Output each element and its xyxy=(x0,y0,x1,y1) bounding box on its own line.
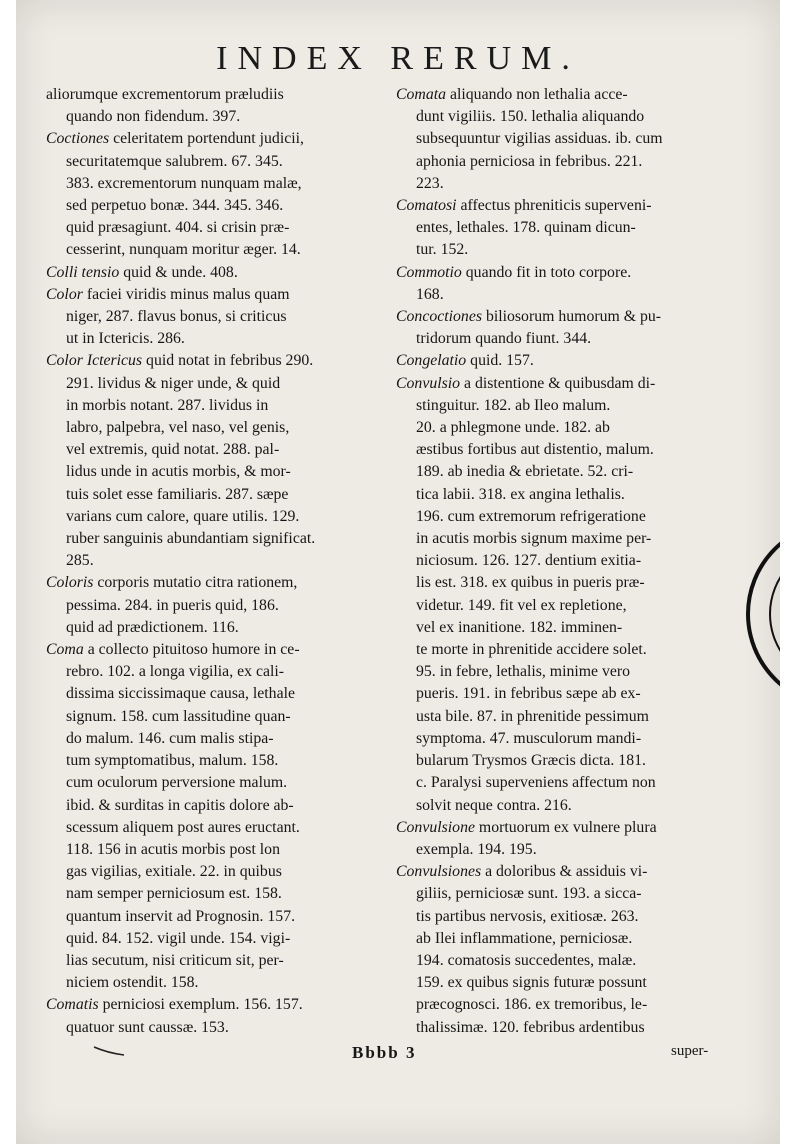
index-keyword: Convulsio xyxy=(396,374,461,392)
page-header: INDEX RERUM. xyxy=(216,40,580,77)
index-entry-text: quid præsagiunt. 404. si crisin præ- xyxy=(66,219,290,237)
index-entry-continuation xyxy=(46,661,386,683)
index-entry-line xyxy=(396,306,736,328)
index-entry-text: lias secutum, nisi criticum sit, per- xyxy=(66,951,284,969)
index-entry-text: securitatemque salubrem. 67. 345. xyxy=(66,152,283,170)
index-entry-continuation xyxy=(46,151,386,173)
index-entry-text: rebro. 102. a longa vigilia, ex cali- xyxy=(66,663,285,681)
index-entry-text: sed perpetuo bonæ. 344. 345. 346. xyxy=(66,197,284,215)
index-entry-continuation xyxy=(396,972,736,994)
index-entry-text: exempla. 194. 195. xyxy=(416,840,537,858)
index-entry-continuation xyxy=(46,683,386,705)
index-entry-text: æstibus fortibus aut distentio, malum. xyxy=(416,441,654,459)
index-entry-text: ut in Ictericis. 286. xyxy=(66,330,185,348)
index-entry-continuation xyxy=(396,839,736,861)
index-entry-continuation xyxy=(396,239,736,261)
index-entry-text: lis est. 318. ex quibus in pueris præ- xyxy=(416,574,645,592)
index-entry-continuation xyxy=(396,750,736,772)
index-entry-text: 383. excrementorum nunquam malæ, xyxy=(66,174,302,192)
index-entry-text: lidus unde in acutis morbis, & mor- xyxy=(66,463,291,481)
index-entry-continuation xyxy=(46,106,386,128)
index-entry-continuation xyxy=(396,706,736,728)
index-keyword: Convulsiones xyxy=(396,863,482,881)
index-entry-continuation xyxy=(396,639,736,661)
index-keyword: Coloris xyxy=(46,574,94,592)
index-entry-text: niciem ostendit. 158. xyxy=(66,974,199,992)
index-entry-line xyxy=(46,572,386,594)
signature-mark: Bbbb 3 xyxy=(352,1043,417,1062)
index-entry-continuation xyxy=(396,461,736,483)
index-entry-line xyxy=(46,639,386,661)
index-entry-text: entes, lethales. 178. quinam dicun- xyxy=(416,219,636,237)
index-entry-continuation xyxy=(396,417,736,439)
index-entry-continuation xyxy=(396,617,736,639)
index-entry-continuation xyxy=(46,484,386,506)
index-entry-continuation xyxy=(46,217,386,239)
index-entry-text: 223. xyxy=(416,174,444,192)
index-entry-continuation xyxy=(396,173,736,195)
index-entry-text: 159. ex quibus signis futuræ possunt xyxy=(416,974,647,992)
index-entry-text: in morbis notant. 287. lividus in xyxy=(66,396,269,414)
index-entry-text: ibid. & surditas in capitis dolore ab- xyxy=(66,796,294,814)
index-entry-text: ruber sanguinis abundantiam significat. xyxy=(66,530,316,548)
index-entry-continuation xyxy=(396,883,736,905)
index-entry-line xyxy=(396,861,736,883)
index-entry-text: faciei viridis minus malus quam xyxy=(82,285,290,303)
index-entry-continuation xyxy=(46,373,386,395)
catchword: super- xyxy=(671,1043,709,1059)
index-entry-continuation xyxy=(396,683,736,705)
index-entry-line xyxy=(396,195,736,217)
index-entry-continuation xyxy=(396,928,736,950)
index-entry-continuation xyxy=(396,906,736,928)
index-entry-continuation xyxy=(46,550,386,572)
index-entry-text: quantum inservit ad Prognosin. 157. xyxy=(66,907,296,925)
index-entry-text: quid ad prædictionem. 116. xyxy=(66,618,239,636)
index-entry-continuation xyxy=(46,706,386,728)
index-entry-continuation xyxy=(46,439,386,461)
index-entry-text: tica labii. 318. ex angina lethalis. xyxy=(416,485,625,503)
index-entry-continuation xyxy=(46,972,386,994)
book-page xyxy=(16,0,780,1144)
index-entry-continuation xyxy=(46,195,386,217)
index-entry-line xyxy=(46,284,386,306)
index-entry-text: corporis mutatio citra rationem, xyxy=(93,574,298,592)
index-entry-continuation xyxy=(396,328,736,350)
index-entry-text: tis partibus nervosis, exitiosæ. 263. xyxy=(416,907,639,925)
index-entry-text: dissima siccissimaque causa, lethale xyxy=(66,685,295,703)
index-entry-text: affectus phreniticis superveni- xyxy=(456,197,652,215)
index-entry-continuation xyxy=(46,750,386,772)
index-entry-text: celeritatem portendunt judicii, xyxy=(109,130,304,148)
index-entry-text: in acutis morbis signum maxime per- xyxy=(416,530,652,548)
index-entry-text: præcognosci. 186. ex tremoribus, le- xyxy=(416,996,648,1014)
index-entry-continuation xyxy=(46,906,386,928)
index-entry-text: subsequuntur vigilias assiduas. ib. cum xyxy=(416,130,663,148)
index-entry-continuation xyxy=(46,617,386,639)
index-entry-continuation xyxy=(46,528,386,550)
index-entry-text: cum oculorum perversione malum. xyxy=(66,774,288,792)
index-entry-text: mortuorum ex vulnere plura xyxy=(474,818,657,836)
index-entry-line xyxy=(46,84,386,106)
index-entry-text: signum. 158. cum lassitudine quan- xyxy=(66,707,291,725)
index-entry-text: c. Paralysi superveniens affectum non xyxy=(416,774,656,792)
index-entry-continuation xyxy=(46,861,386,883)
index-entry-line xyxy=(46,350,386,372)
index-entry-text: quid & unde. 408. xyxy=(119,263,238,281)
index-entry-continuation xyxy=(46,595,386,617)
index-entry-text: pueris. 191. in febribus sæpe ab ex- xyxy=(416,685,641,703)
index-entry-continuation xyxy=(396,217,736,239)
index-entry-line xyxy=(396,373,736,395)
index-keyword: Comatosi xyxy=(396,197,457,215)
index-entry-line xyxy=(396,817,736,839)
footer-dash-mark xyxy=(92,1043,126,1057)
index-entry-text: tur. 152. xyxy=(416,241,469,259)
index-keyword: Color Ictericus xyxy=(46,352,143,370)
index-entry-text: 196. cum extremorum refrigeratione xyxy=(416,507,646,525)
index-entry-text: do malum. 146. cum malis stipa- xyxy=(66,729,274,747)
index-entry-continuation xyxy=(396,484,736,506)
index-entry-continuation xyxy=(396,506,736,528)
index-keyword: Commotio xyxy=(396,263,462,281)
index-entry-text: giliis, perniciosæ sunt. 193. a sicca- xyxy=(416,885,642,903)
index-entry-text: solvit neque contra. 216. xyxy=(416,796,572,814)
index-entry-text: 168. xyxy=(416,285,444,303)
index-keyword: Concoctiones xyxy=(396,308,482,326)
index-entry-text: aliquando non lethalia acce- xyxy=(446,86,628,103)
index-entry-text: 118. 156 in acutis morbis post lon xyxy=(66,840,280,858)
index-keyword: Colli tensio xyxy=(46,263,120,281)
index-entry-continuation xyxy=(396,128,736,150)
index-entry-text: te morte in phrenitide accidere solet. xyxy=(416,641,647,659)
index-entry-text: quando non fidendum. 397. xyxy=(66,108,241,126)
index-entry-text: varians cum calore, quare utilis. 129. xyxy=(66,507,300,525)
index-entry-continuation xyxy=(46,173,386,195)
index-entry-continuation xyxy=(46,817,386,839)
index-entry-text: nam semper perniciosum est. 158. xyxy=(66,885,282,903)
index-entry-continuation xyxy=(46,395,386,417)
index-entry-text: biliosorum humorum & pu- xyxy=(482,308,662,326)
index-entry-line xyxy=(46,994,386,1016)
index-entry-continuation xyxy=(396,395,736,417)
index-keyword: Coma xyxy=(46,641,84,659)
index-entry-text: ab Ilei inflammatione, perniciosæ. xyxy=(416,929,633,947)
index-entry-text: quatuor sunt caussæ. 153. xyxy=(66,1018,229,1036)
index-entry-text: a doloribus & assiduis vi- xyxy=(481,863,648,881)
left-column xyxy=(46,84,386,1039)
index-keyword: Comata xyxy=(396,86,447,103)
index-entry-text: perniciosi exemplum. 156. 157. xyxy=(98,996,303,1014)
index-entry-text: vel ex inanitione. 182. imminen- xyxy=(416,618,623,636)
index-entry-text: scessum aliquem post aures eructant. xyxy=(66,818,300,836)
index-entry-continuation xyxy=(396,772,736,794)
index-entry-text: gas vigilias, exitiale. 22. in quibus xyxy=(66,863,282,881)
index-entry-continuation xyxy=(396,284,736,306)
index-keyword: Convulsione xyxy=(396,818,475,836)
index-entry-text: dunt vigiliis. 150. lethalia aliquando xyxy=(416,108,645,126)
index-entry-continuation xyxy=(46,328,386,350)
index-entry-continuation xyxy=(46,950,386,972)
index-entry-continuation xyxy=(46,928,386,950)
index-keyword: Congelatio xyxy=(396,352,467,370)
index-entry-text: 194. comatosis succedentes, malæ. xyxy=(416,951,637,969)
index-entry-text: a distentione & quibusdam di- xyxy=(460,374,656,392)
index-entry-line xyxy=(46,128,386,150)
index-entry-continuation xyxy=(46,839,386,861)
index-entry-text: thalissimæ. 120. febribus ardentibus xyxy=(416,1018,645,1036)
index-entry-text: 285. xyxy=(66,552,94,570)
index-entry-text: niger, 287. flavus bonus, si criticus xyxy=(66,308,287,326)
index-entry-text: cesserint, nunquam moritur æger. 14. xyxy=(66,241,301,259)
index-entry-text: bularum Trysmos Græcis dicta. 181. xyxy=(416,752,646,770)
index-entry-continuation xyxy=(396,795,736,817)
index-entry-text: aphonia perniciosa in febribus. 221. xyxy=(416,152,643,170)
index-entry-text: quid. 157. xyxy=(466,352,534,370)
index-entry-text: quid. 84. 152. vigil unde. 154. vigi- xyxy=(66,929,291,947)
index-entry-text: usta bile. 87. in phrenitide pessimum xyxy=(416,707,649,725)
index-entry-text: 95. in febre, lethalis, minime vero xyxy=(416,663,631,681)
index-entry-text: pessima. 284. in pueris quid, 186. xyxy=(66,596,279,614)
index-entry-continuation xyxy=(396,106,736,128)
index-entry-text: symptoma. 47. musculorum mandi- xyxy=(416,729,642,747)
index-entry-text: aliorumque excrementorum præludiis xyxy=(46,86,284,103)
index-keyword: Coctiones xyxy=(46,130,110,148)
index-entry-continuation xyxy=(396,661,736,683)
index-entry-text: labro, palpebra, vel naso, vel genis, xyxy=(66,419,290,437)
index-entry-text: 291. lividus & niger unde, & quid xyxy=(66,374,281,392)
index-entry-text: tridorum quando fiunt. 344. xyxy=(416,330,592,348)
index-entry-continuation xyxy=(46,795,386,817)
library-stamp xyxy=(740,514,780,714)
index-entry-continuation xyxy=(46,417,386,439)
index-entry-continuation xyxy=(396,595,736,617)
right-column xyxy=(396,84,736,1039)
index-entry-text: a collecto pituitoso humore in ce- xyxy=(83,641,300,659)
index-entry-continuation xyxy=(396,151,736,173)
index-entry-continuation xyxy=(46,772,386,794)
index-entry-text: stinguitur. 182. ab Ileo malum. xyxy=(416,396,611,414)
index-entry-continuation xyxy=(396,994,736,1016)
index-entry-continuation xyxy=(396,1017,736,1039)
index-keyword: Comatis xyxy=(46,996,99,1014)
index-entry-continuation xyxy=(396,728,736,750)
index-entry-continuation xyxy=(396,528,736,550)
index-entry-text: tuis solet esse familiaris. 287. sæpe xyxy=(66,485,289,503)
index-entry-continuation xyxy=(46,883,386,905)
index-entry-continuation xyxy=(46,306,386,328)
index-entry-continuation xyxy=(46,461,386,483)
index-entry-continuation xyxy=(46,506,386,528)
index-entry-continuation xyxy=(46,1017,386,1039)
index-entry-continuation xyxy=(396,550,736,572)
index-entry-continuation xyxy=(46,728,386,750)
index-entry-line xyxy=(396,262,736,284)
index-entry-text: 189. ab inedia & ebrietate. 52. cri- xyxy=(416,463,634,481)
index-entry-continuation xyxy=(396,439,736,461)
index-entry-continuation xyxy=(396,572,736,594)
index-entry-text: videtur. 149. fit vel ex repletione, xyxy=(416,596,627,614)
index-entry-line xyxy=(396,350,736,372)
index-entry-text: 20. a phlegmone unde. 182. ab xyxy=(416,419,610,437)
index-entry-text: tum symptomatibus, malum. 158. xyxy=(66,752,279,770)
index-entry-line xyxy=(46,262,386,284)
index-entry-text: niciosum. 126. 127. dentium exitia- xyxy=(416,552,642,570)
index-entry-continuation xyxy=(396,950,736,972)
index-entry-continuation xyxy=(46,239,386,261)
index-entry-line xyxy=(396,84,736,106)
index-entry-text: quid notat in febribus 290. xyxy=(142,352,314,370)
index-entry-text: quando fit in toto corpore. xyxy=(461,263,632,281)
index-keyword: Color xyxy=(46,285,83,303)
index-entry-text: vel extremis, quid notat. 288. pal- xyxy=(66,441,280,459)
